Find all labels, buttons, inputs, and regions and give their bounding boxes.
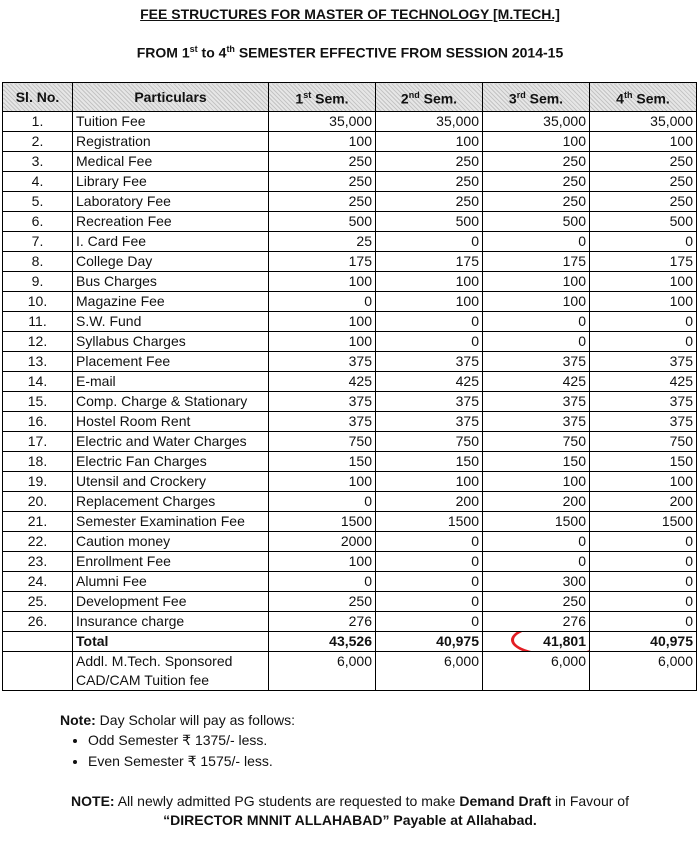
- row-sem3-value: 0: [483, 232, 590, 252]
- col-sem2: 2nd Sem.: [376, 83, 483, 112]
- row-sem3-value: 375: [483, 352, 590, 372]
- row-particular: Enrollment Fee: [73, 552, 269, 572]
- row-sl-no: 2.: [3, 132, 73, 152]
- table-row: [3, 492, 697, 512]
- row-sl-no: 8.: [3, 252, 73, 272]
- sponsored-sem1: 6,000: [269, 652, 376, 691]
- table-row: [3, 412, 697, 432]
- row-particular: Magazine Fee: [73, 292, 269, 312]
- row-sem3-value: 35,000: [483, 112, 590, 132]
- row-sem4-value: 0: [590, 612, 697, 632]
- row-particular: S.W. Fund: [73, 312, 269, 332]
- row-sem1-value: 375: [269, 412, 376, 432]
- note-list: [60, 732, 295, 770]
- row-sem4-value: 0: [590, 532, 697, 552]
- total-sem3-cell: [483, 632, 590, 652]
- row-sem3-value: 0: [483, 532, 590, 552]
- demand-draft-note: NOTE: All newly admitted PG students are requested to make Demand Draft in Favour of “DIRECTOR MNNIT ALLAHABAD” Payable at Allahabad.: [71, 793, 629, 828]
- row-particular: Hostel Room Rent: [73, 412, 269, 432]
- row-sem2-value: 1500: [376, 512, 483, 532]
- row-sem4-value: 0: [590, 232, 697, 252]
- row-sem1-value: 250: [269, 172, 376, 192]
- row-sem3-value: 375: [483, 412, 590, 432]
- row-sl-no: 3.: [3, 152, 73, 172]
- row-sem3-value: 250: [483, 172, 590, 192]
- row-particular: Tuition Fee: [73, 112, 269, 132]
- row-sem4-value: 250: [590, 172, 697, 192]
- total-sem2: 40,975: [376, 632, 483, 652]
- row-particular: Alumni Fee: [73, 572, 269, 592]
- total-row: [3, 632, 697, 652]
- row-sem3-value: 375: [483, 392, 590, 412]
- row-sem1-value: 250: [269, 192, 376, 212]
- row-sem4-value: 0: [590, 332, 697, 352]
- row-sl-no: 9.: [3, 272, 73, 292]
- row-particular: Development Fee: [73, 592, 269, 612]
- row-particular: Bus Charges: [73, 272, 269, 292]
- row-sem4-value: 35,000: [590, 112, 697, 132]
- row-sem3-value: 425: [483, 372, 590, 392]
- row-particular: College Day: [73, 252, 269, 272]
- table-row: [3, 312, 697, 332]
- row-particular: Syllabus Charges: [73, 332, 269, 352]
- row-sem4-value: 250: [590, 192, 697, 212]
- row-sl-no: 4.: [3, 172, 73, 192]
- row-sem3-value: 250: [483, 592, 590, 612]
- sponsored-label: Addl. M.Tech. Sponsored CAD/CAM Tuition fee: [73, 652, 269, 691]
- row-sem2-value: 100: [376, 272, 483, 292]
- table-row: [3, 592, 697, 612]
- row-sem1-value: 35,000: [269, 112, 376, 132]
- row-sem1-value: 500: [269, 212, 376, 232]
- row-sl-no: 5.: [3, 192, 73, 212]
- row-sem1-value: 0: [269, 572, 376, 592]
- row-particular: E-mail: [73, 372, 269, 392]
- row-sem2-value: 0: [376, 572, 483, 592]
- row-sl-no: 16.: [3, 412, 73, 432]
- total-label: Total: [73, 632, 269, 652]
- row-sem1-value: 1500: [269, 512, 376, 532]
- row-sem4-value: 425: [590, 372, 697, 392]
- total-sem1: 43,526: [269, 632, 376, 652]
- row-sem4-value: 375: [590, 392, 697, 412]
- note-text: Day Scholar will pay as follows:: [95, 712, 295, 728]
- row-sem2-value: 100: [376, 292, 483, 312]
- row-sem2-value: 0: [376, 532, 483, 552]
- row-particular: Caution money: [73, 532, 269, 552]
- row-sem3-value: 250: [483, 192, 590, 212]
- row-sem4-value: 100: [590, 472, 697, 492]
- table-row: [3, 612, 697, 632]
- table-row: [3, 172, 697, 192]
- row-sem1-value: 150: [269, 452, 376, 472]
- table-row: [3, 372, 697, 392]
- row-sem2-value: 0: [376, 552, 483, 572]
- sponsored-sem2: 6,000: [376, 652, 483, 691]
- sponsored-sl: [3, 652, 73, 691]
- total-sl: [3, 632, 73, 652]
- row-sem2-value: 250: [376, 152, 483, 172]
- col-sl-no: Sl. No.: [3, 83, 73, 112]
- row-sem3-value: 175: [483, 252, 590, 272]
- sponsored-sem4: 6,000: [590, 652, 697, 691]
- row-sem3-value: 100: [483, 292, 590, 312]
- row-sem3-value: 750: [483, 432, 590, 452]
- row-sem4-value: 100: [590, 292, 697, 312]
- col-sem1: 1st Sem.: [269, 83, 376, 112]
- row-sl-no: 18.: [3, 452, 73, 472]
- row-sem3-value: 300: [483, 572, 590, 592]
- row-sem4-value: 375: [590, 352, 697, 372]
- highlight-circle: [511, 632, 590, 652]
- row-sem3-value: 0: [483, 332, 590, 352]
- row-sem4-value: 0: [590, 572, 697, 592]
- table-row: [3, 332, 697, 352]
- row-sem2-value: 0: [376, 332, 483, 352]
- row-sem3-value: 250: [483, 152, 590, 172]
- row-sl-no: 17.: [3, 432, 73, 452]
- row-sem1-value: 175: [269, 252, 376, 272]
- row-sem1-value: 250: [269, 152, 376, 172]
- row-sl-no: 14.: [3, 372, 73, 392]
- page-subtitle: FROM 1st to 4th SEMESTER EFFECTIVE FROM SESSION 2014-15: [136, 44, 564, 61]
- table-row: [3, 292, 697, 312]
- row-sem3-value: 276: [483, 612, 590, 632]
- row-particular: Replacement Charges: [73, 492, 269, 512]
- row-sem2-value: 250: [376, 172, 483, 192]
- note-item-even: • Even Semester ₹ 1575/- less.: [88, 753, 295, 770]
- row-particular: Placement Fee: [73, 352, 269, 372]
- row-sem1-value: 750: [269, 432, 376, 452]
- row-particular: Library Fee: [73, 172, 269, 192]
- row-sem3-value: 500: [483, 212, 590, 232]
- row-sem3-value: 0: [483, 312, 590, 332]
- row-sem4-value: 500: [590, 212, 697, 232]
- row-sem1-value: 25: [269, 232, 376, 252]
- row-sem3-value: 0: [483, 552, 590, 572]
- row-sem3-value: 100: [483, 472, 590, 492]
- table-row: [3, 432, 697, 452]
- row-sl-no: 20.: [3, 492, 73, 512]
- row-particular: Electric Fan Charges: [73, 452, 269, 472]
- row-sl-no: 24.: [3, 572, 73, 592]
- row-sem2-value: 175: [376, 252, 483, 272]
- row-sl-no: 21.: [3, 512, 73, 532]
- row-sem2-value: 375: [376, 352, 483, 372]
- col-sem3: 3rd Sem.: [483, 83, 590, 112]
- row-sem3-value: 100: [483, 272, 590, 292]
- row-sem1-value: 276: [269, 612, 376, 632]
- row-sem1-value: 375: [269, 352, 376, 372]
- row-sem3-value: 150: [483, 452, 590, 472]
- row-sl-no: 26.: [3, 612, 73, 632]
- row-sem2-value: 100: [376, 132, 483, 152]
- table-row: [3, 452, 697, 472]
- row-particular: Comp. Charge & Stationary: [73, 392, 269, 412]
- table-row: [3, 552, 697, 572]
- row-sl-no: 25.: [3, 592, 73, 612]
- row-sem4-value: 375: [590, 412, 697, 432]
- row-particular: Medical Fee: [73, 152, 269, 172]
- table-row: [3, 472, 697, 492]
- total-sem3: 41,801: [543, 633, 586, 649]
- sponsored-row: [3, 652, 697, 691]
- row-sem4-value: 200: [590, 492, 697, 512]
- row-particular: Utensil and Crockery: [73, 472, 269, 492]
- row-sl-no: 11.: [3, 312, 73, 332]
- row-sl-no: 13.: [3, 352, 73, 372]
- table-row: [3, 252, 697, 272]
- row-sem4-value: 0: [590, 312, 697, 332]
- row-sem1-value: 250: [269, 592, 376, 612]
- payable-line: “DIRECTOR MNNIT ALLAHABAD” Payable at Allahabad.: [163, 812, 537, 828]
- row-particular: Electric and Water Charges: [73, 432, 269, 452]
- row-sem2-value: 750: [376, 432, 483, 452]
- row-sem4-value: 0: [590, 592, 697, 612]
- table-row: [3, 212, 697, 232]
- row-sem2-value: 250: [376, 192, 483, 212]
- row-particular: Recreation Fee: [73, 212, 269, 232]
- total-sem4: 40,975: [590, 632, 697, 652]
- row-sem2-value: 425: [376, 372, 483, 392]
- fee-table: [2, 82, 697, 691]
- row-sem2-value: 0: [376, 592, 483, 612]
- row-particular: I. Card Fee: [73, 232, 269, 252]
- row-sem1-value: 100: [269, 312, 376, 332]
- row-sem2-value: 0: [376, 232, 483, 252]
- row-sem2-value: 35,000: [376, 112, 483, 132]
- row-sem4-value: 175: [590, 252, 697, 272]
- table-row: [3, 112, 697, 132]
- row-sl-no: 15.: [3, 392, 73, 412]
- row-particular: Registration: [73, 132, 269, 152]
- row-sem1-value: 100: [269, 472, 376, 492]
- row-sem3-value: 1500: [483, 512, 590, 532]
- row-particular: Laboratory Fee: [73, 192, 269, 212]
- row-sem4-value: 100: [590, 132, 697, 152]
- page-title: FEE STRUCTURES FOR MASTER OF TECHNOLOGY [M.TECH.]: [140, 6, 560, 22]
- table-row: [3, 352, 697, 372]
- row-sl-no: 7.: [3, 232, 73, 252]
- row-sem4-value: 100: [590, 272, 697, 292]
- row-sl-no: 19.: [3, 472, 73, 492]
- row-sl-no: 10.: [3, 292, 73, 312]
- table-row: [3, 572, 697, 592]
- col-particulars: Particulars: [73, 83, 269, 112]
- row-sem4-value: 1500: [590, 512, 697, 532]
- row-sem4-value: 250: [590, 152, 697, 172]
- row-sem2-value: 100: [376, 472, 483, 492]
- day-scholar-note: [60, 712, 295, 774]
- row-sem1-value: 100: [269, 132, 376, 152]
- row-sem2-value: 0: [376, 612, 483, 632]
- table-row: [3, 272, 697, 292]
- table-row: [3, 512, 697, 532]
- row-sem1-value: 425: [269, 372, 376, 392]
- row-sem1-value: 375: [269, 392, 376, 412]
- row-sem2-value: 150: [376, 452, 483, 472]
- table-row: [3, 132, 697, 152]
- row-particular: Semester Examination Fee: [73, 512, 269, 532]
- row-sem3-value: 200: [483, 492, 590, 512]
- col-sem4: 4th Sem.: [590, 83, 697, 112]
- row-sem1-value: 0: [269, 292, 376, 312]
- row-sem2-value: 500: [376, 212, 483, 232]
- row-sem4-value: 150: [590, 452, 697, 472]
- row-sem4-value: 0: [590, 552, 697, 572]
- row-sem2-value: 0: [376, 312, 483, 332]
- row-sem3-value: 100: [483, 132, 590, 152]
- fee-body: [3, 112, 697, 632]
- row-sl-no: 23.: [3, 552, 73, 572]
- table-row: [3, 392, 697, 412]
- note-label: Note:: [60, 712, 96, 728]
- table-row: [3, 152, 697, 172]
- table-row: [3, 192, 697, 212]
- row-sem2-value: 200: [376, 492, 483, 512]
- table-header-row: [3, 83, 697, 112]
- row-sem1-value: 0: [269, 492, 376, 512]
- row-sem1-value: 100: [269, 332, 376, 352]
- table-row: [3, 232, 697, 252]
- sponsored-sem3: 6,000: [483, 652, 590, 691]
- row-particular: Insurance charge: [73, 612, 269, 632]
- row-sem1-value: 100: [269, 552, 376, 572]
- row-sl-no: 22.: [3, 532, 73, 552]
- row-sl-no: 12.: [3, 332, 73, 352]
- row-sem2-value: 375: [376, 392, 483, 412]
- row-sem1-value: 2000: [269, 532, 376, 552]
- row-sem4-value: 750: [590, 432, 697, 452]
- note-item-odd: • Odd Semester ₹ 1375/- less.: [88, 732, 295, 749]
- row-sl-no: 1.: [3, 112, 73, 132]
- table-row: [3, 532, 697, 552]
- row-sem2-value: 375: [376, 412, 483, 432]
- row-sl-no: 6.: [3, 212, 73, 232]
- row-sem1-value: 100: [269, 272, 376, 292]
